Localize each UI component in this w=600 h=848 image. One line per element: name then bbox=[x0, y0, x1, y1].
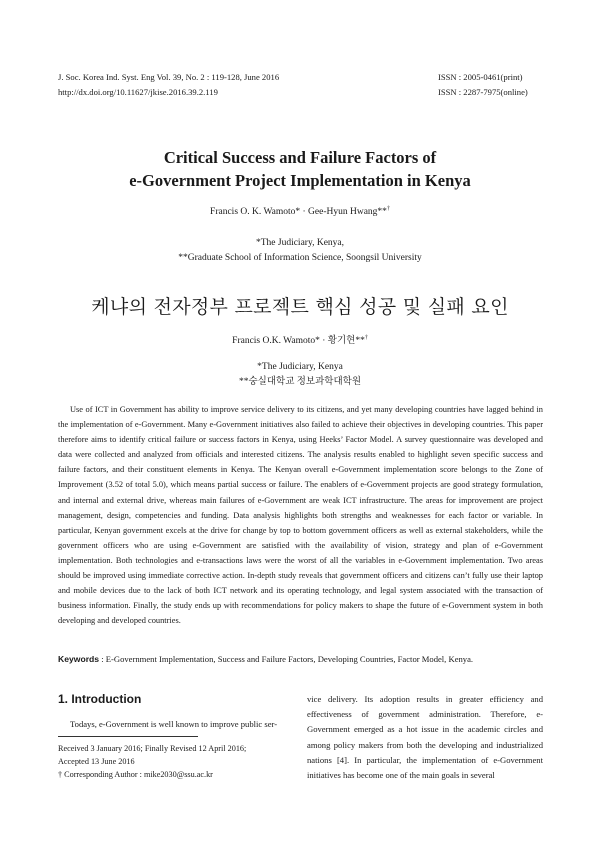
authors-ko bbox=[0, 332, 600, 346]
keywords bbox=[58, 654, 548, 664]
corresponding-mark: † bbox=[386, 206, 390, 212]
doi-link[interactable]: http://dx.doi.org/10.11627/jkise.2016.39.2.119 bbox=[58, 87, 218, 97]
journal-header-right bbox=[438, 70, 528, 100]
affiliation-ko-1: *The Judiciary, Kenya bbox=[257, 362, 343, 372]
title-line-1: Critical Success and Failure Factors of bbox=[163, 148, 437, 167]
keywords-separator: : bbox=[99, 654, 106, 664]
affiliations-en bbox=[0, 236, 600, 266]
title-line-2: e-Government Project Implementation in Kenya bbox=[129, 171, 471, 190]
authors-en bbox=[0, 206, 600, 217]
issn-print: ISSN : 2005-0461(print) bbox=[438, 72, 523, 82]
accepted-date: Accepted 13 June 2016 bbox=[58, 757, 135, 766]
keywords-label: Keywords bbox=[58, 654, 100, 664]
journal-citation: J. Soc. Korea Ind. Syst. Eng Vol. 39, No. 2 : 119-128, June 2016 bbox=[58, 72, 280, 82]
intro-paragraph-right: vice delivery. Its adoption results in greater efficiency and effectiveness of government administration. Therefore, e-Government emerged as a hot issue in the academic circles and among policy makers from both the developing and industrialized nations [4]. In particular, the implementation of e-Government initiatives has become one of the main goals in several bbox=[307, 694, 543, 781]
issn-online: ISSN : 2287-7975(online) bbox=[438, 87, 528, 97]
journal-header-left bbox=[58, 70, 279, 100]
corresponding-author bbox=[58, 768, 298, 781]
authors-ko-names: Francis O.K. Wamoto* · 황기현** bbox=[232, 336, 365, 346]
intro-paragraph-left: Todays, e-Government is well known to improve public ser- bbox=[70, 719, 278, 729]
footnotes bbox=[58, 742, 298, 781]
affiliation-2: **Graduate School of Information Science, Soongsil University bbox=[178, 253, 422, 263]
dagger-mark: † bbox=[58, 770, 63, 779]
affiliation-ko-2: **숭실대학교 정보과학대학원 bbox=[239, 377, 361, 387]
affiliation-1: *The Judiciary, Kenya, bbox=[255, 238, 345, 248]
affiliations-ko bbox=[0, 360, 600, 390]
received-date: Received 3 January 2016; Finally Revised 12 April 2016; bbox=[58, 744, 247, 753]
section-heading-introduction: 1. Introduction bbox=[58, 692, 142, 706]
keywords-list: E-Government Implementation, Success and Failure Factors, Developing Countries, Factor Model, Kenya. bbox=[105, 654, 474, 664]
authors-en-names: Francis O. K. Wamoto* · Gee-Hyun Hwang** bbox=[210, 207, 387, 217]
footnote-divider bbox=[58, 736, 198, 737]
corresponding-mark-ko: † bbox=[364, 335, 368, 341]
abstract: Use of ICT in Government has ability to improve service delivery to its citizens, and yet many developing countries have lagged behind in the implementation of e-Government. Many e-Government initiatives also failed to achieve their objectives in developing countries. This paper therefore aims to identify critical failure or success factors in Kenya, using Heeks’ Factor Model. A survey questionnaire was developed and data were collected and analyzed from officials and interested citizens. The analysis results enabled to highlight seven specific success and failure factors, and their constituent elements in Kenya. The Kenyan overall e-Government implementation score belongs to the Zone of Improvement (3.52 of total 5.0), which means partial success or failure. The enablers of e-Government projects are good strategy formulation, and internal and external drive, whereas main failures of e-Government are weak ICT infrastructure. The areas for improvement are project management, design, competencies and funding. Data analysis highlights both strengths and weaknesses for each factor or variable. In particular, Kenyan government excels at the drive for change by top to bottom government officers as well as external stakeholders, while the government officers who are using e-Government are satisfied with the availability of vision, strategy and plan of e-Government implementation. Both technologies and e-transactions laws were the worst of all the variables in e-Government implementation. Two areas should be improved using immediate corrective action. In-depth study reveals that government officers and citizens can’t fully use their laptop and mobile devices due to the lack of both ICT network and its operating technology, and legal system associated with the transaction of business information. Finally, the study ends up with recommendations for policy makers to shape the future of e-Government system in both developing and developed countries. bbox=[58, 405, 543, 626]
paper-title-en bbox=[0, 146, 600, 192]
paper-title-ko: 케냐의 전자정부 프로젝트 핵심 성공 및 실패 요인 bbox=[91, 296, 509, 318]
corresponding-author-text: Corresponding Author : mike2030@ssu.ac.kr bbox=[62, 770, 213, 779]
